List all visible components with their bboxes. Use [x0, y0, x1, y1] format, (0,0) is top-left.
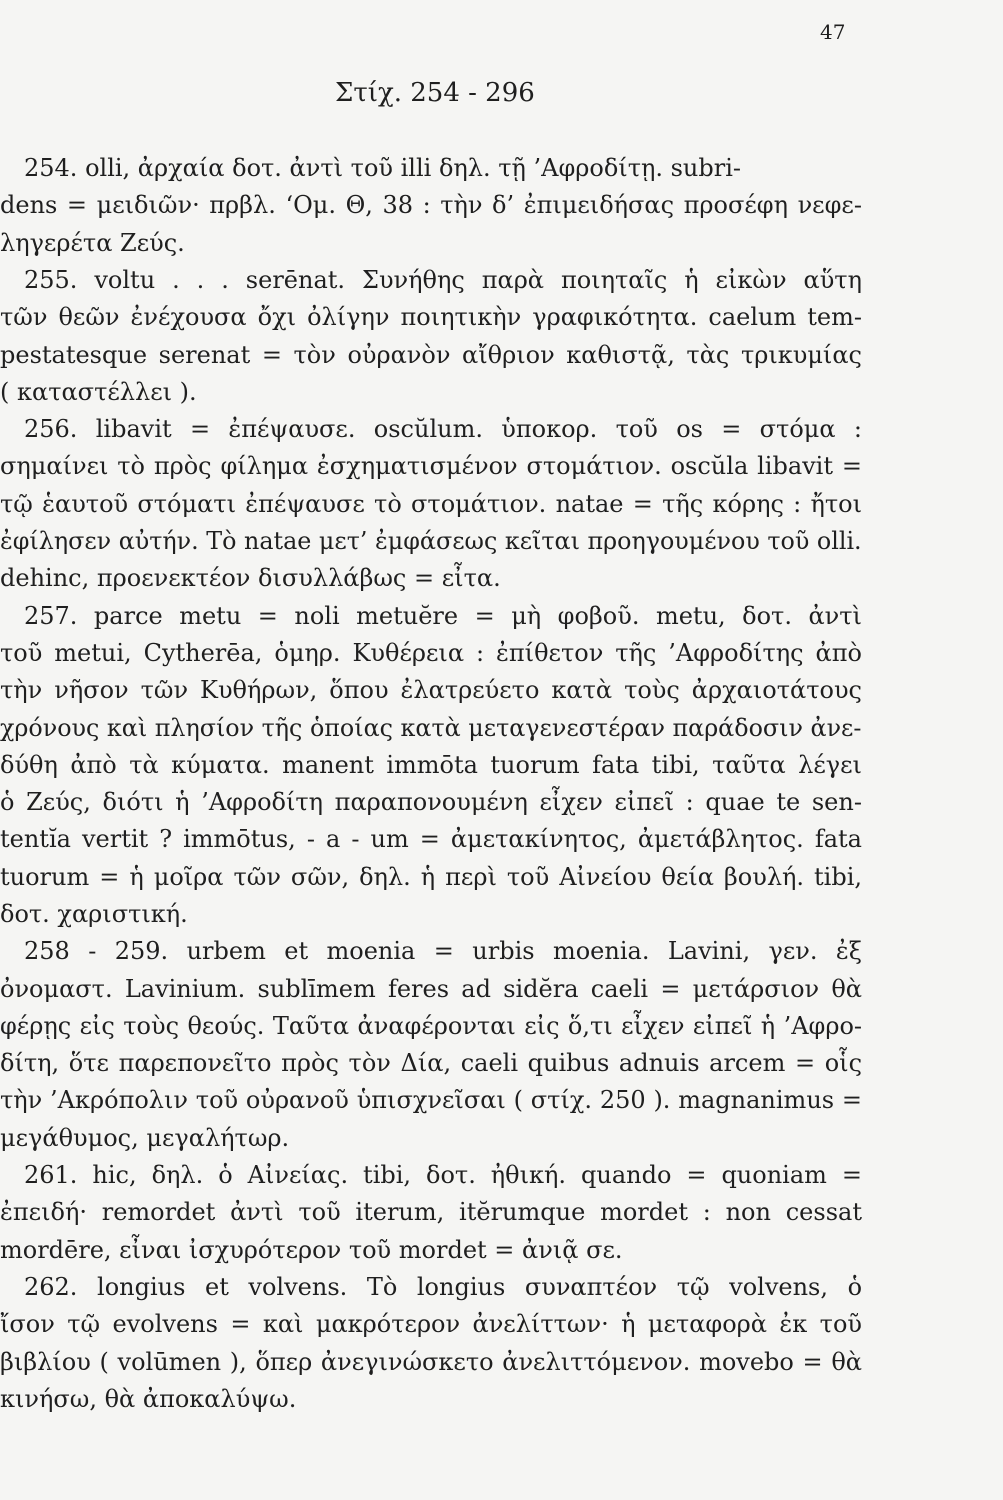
- text-line: τῶν θεῶν ἐνέχουσα ὄχι ὀλίγην ποιητικὴν γραφικότητα. caelum tem-: [0, 303, 862, 331]
- text-line: ἐπειδή· remordet ἀντὶ τοῦ iterum, itĕrumque mordet : non cessat: [0, 1198, 862, 1226]
- text-line: χρόνους καὶ πλησίον τῆς ὁποίας κατὰ μεταγενεστέραν παράδοσιν ἀνε-: [0, 714, 862, 742]
- text-line: tuorum = ἡ μοῖρα τῶν σῶν, δηλ. ἡ περὶ τοῦ Αἰνείου θεία βουλή. tibi,: [0, 863, 863, 891]
- text-line: τὴν ’Ακρόπολιν τοῦ οὐρανοῦ ὑπισχνεῖσαι ( στίχ. 250 ). magnanimus =: [0, 1086, 862, 1114]
- text-line: pestatesque serenat = τὸν οὐρανὸν αἴθριον καθιστᾷ, τὰς τρικυμίας: [0, 341, 862, 369]
- text-line: βιβλίου ( volūmen ), ὅπερ ἀνεγινώσκετο ἀνελιττόμενον. movebo = θὰ: [0, 1348, 862, 1376]
- text-line: 255. voltu . . . serēnat. Συνήθης παρὰ ποιηταῖς ἡ εἰκὼν αὕτη: [24, 266, 862, 294]
- text-line: 258 - 259. urbem et moenia = urbis moenia. Lavini, γεν. ἐξ: [24, 937, 863, 965]
- page-heading: Στίχ. 254 - 296: [335, 78, 535, 108]
- text-line: δίτη, ὅτε παρεπονεῖτο πρὸς τὸν Δία, caeli quibus adnuis arcem = οἷς: [0, 1049, 863, 1077]
- text-line: ὀνομαστ. Lavinium. sublīmem feres ad sidĕra caeli = μετάρσιον θὰ: [0, 975, 863, 1003]
- text-line: ληγερέτα Ζεύς.: [0, 229, 185, 257]
- text-line: 254. olli, ἀρχαία δοτ. ἀντὶ τοῦ illi δηλ. τῇ ’Αφροδίτῃ. subri-: [24, 154, 742, 182]
- text-line: 262. longius et volvens. Τὸ longius συναπτέον τῷ volvens, ὁ: [24, 1273, 863, 1301]
- text-line: mordēre, εἶναι ἰσχυρότερον τοῦ mordet = ἀνιᾷ σε.: [0, 1236, 623, 1264]
- text-line: δοτ. χαριστική.: [0, 900, 188, 928]
- text-line: 257. parce metu = noli metuĕre = μὴ φοβοῦ. metu, δοτ. ἀντὶ: [24, 602, 862, 630]
- text-line: tentĭa vertit ? immōtus, - a - um = ἀμετακίνητος, ἀμετάβλητος. fata: [0, 825, 862, 853]
- text-line: φέρῃς εἰς τοὺς θεούς. Ταῦτα ἀναφέρονται εἰς ὅ,τι εἶχεν εἰπεῖ ἡ ’Αφρο-: [0, 1012, 863, 1040]
- text-line: ὁ Ζεύς, διότι ἡ ’Αφροδίτη παραπονουμένη εἶχεν εἰπεῖ : quae te sen-: [0, 788, 862, 816]
- text-line: δύθη ἀπὸ τὰ κύματα. manent immōta tuorum fata tibi, ταῦτα λέγει: [0, 751, 862, 779]
- text-line: 261. hic, δηλ. ὁ Αἰνείας. tibi, δοτ. ἠθική. quando = quoniam =: [24, 1161, 862, 1189]
- text-line: κινήσω, θὰ ἀποκαλύψω.: [0, 1385, 297, 1413]
- text-line: dehinc, προενεκτέον δισυλλάβως = εἶτα.: [0, 564, 501, 592]
- text-line: τῷ ἑαυτοῦ στόματι ἐπέψαυσε τὸ στομάτιον. natae = τῆς κόρης : ἤτοι: [0, 490, 863, 518]
- page-number: 47: [820, 20, 846, 44]
- text-line: ἴσον τῷ evolvens = καὶ μακρότερον ἀνελίττων· ἡ μεταφορὰ ἐκ τοῦ: [0, 1310, 862, 1338]
- text-line: τὴν νῆσον τῶν Κυθήρων, ὅπου ἐλατρεύετο κατὰ τοὺς ἀρχαιοτάτους: [0, 676, 862, 704]
- text-line: 256. libavit = ἐπέψαυσε. oscŭlum. ὑποκορ. τοῦ os = στόμα :: [24, 415, 862, 443]
- text-line: ( καταστέλλει ).: [0, 378, 197, 406]
- text-line: dens = μειδιῶν· πρβλ. ‘Ομ. Θ, 38 : τὴν δ’ ἐπιμειδήσας προσέφη νεφε-: [0, 191, 862, 219]
- text-line: ἐφίλησεν αὐτήν. Τὸ natae μετ’ ἐμφάσεως κεῖται προηγουμένου τοῦ olli.: [0, 527, 862, 555]
- text-line: σημαίνει τὸ πρὸς φίλημα ἐσχηματισμένον στομάτιον. oscŭla libavit =: [0, 452, 862, 480]
- text-line: μεγάθυμος, μεγαλήτωρ.: [0, 1124, 290, 1152]
- text-line: τοῦ metui, Cytherēa, ὁμηρ. Κυθέρεια : ἐπίθετον τῆς ’Αφροδίτης ἀπὸ: [0, 639, 862, 667]
